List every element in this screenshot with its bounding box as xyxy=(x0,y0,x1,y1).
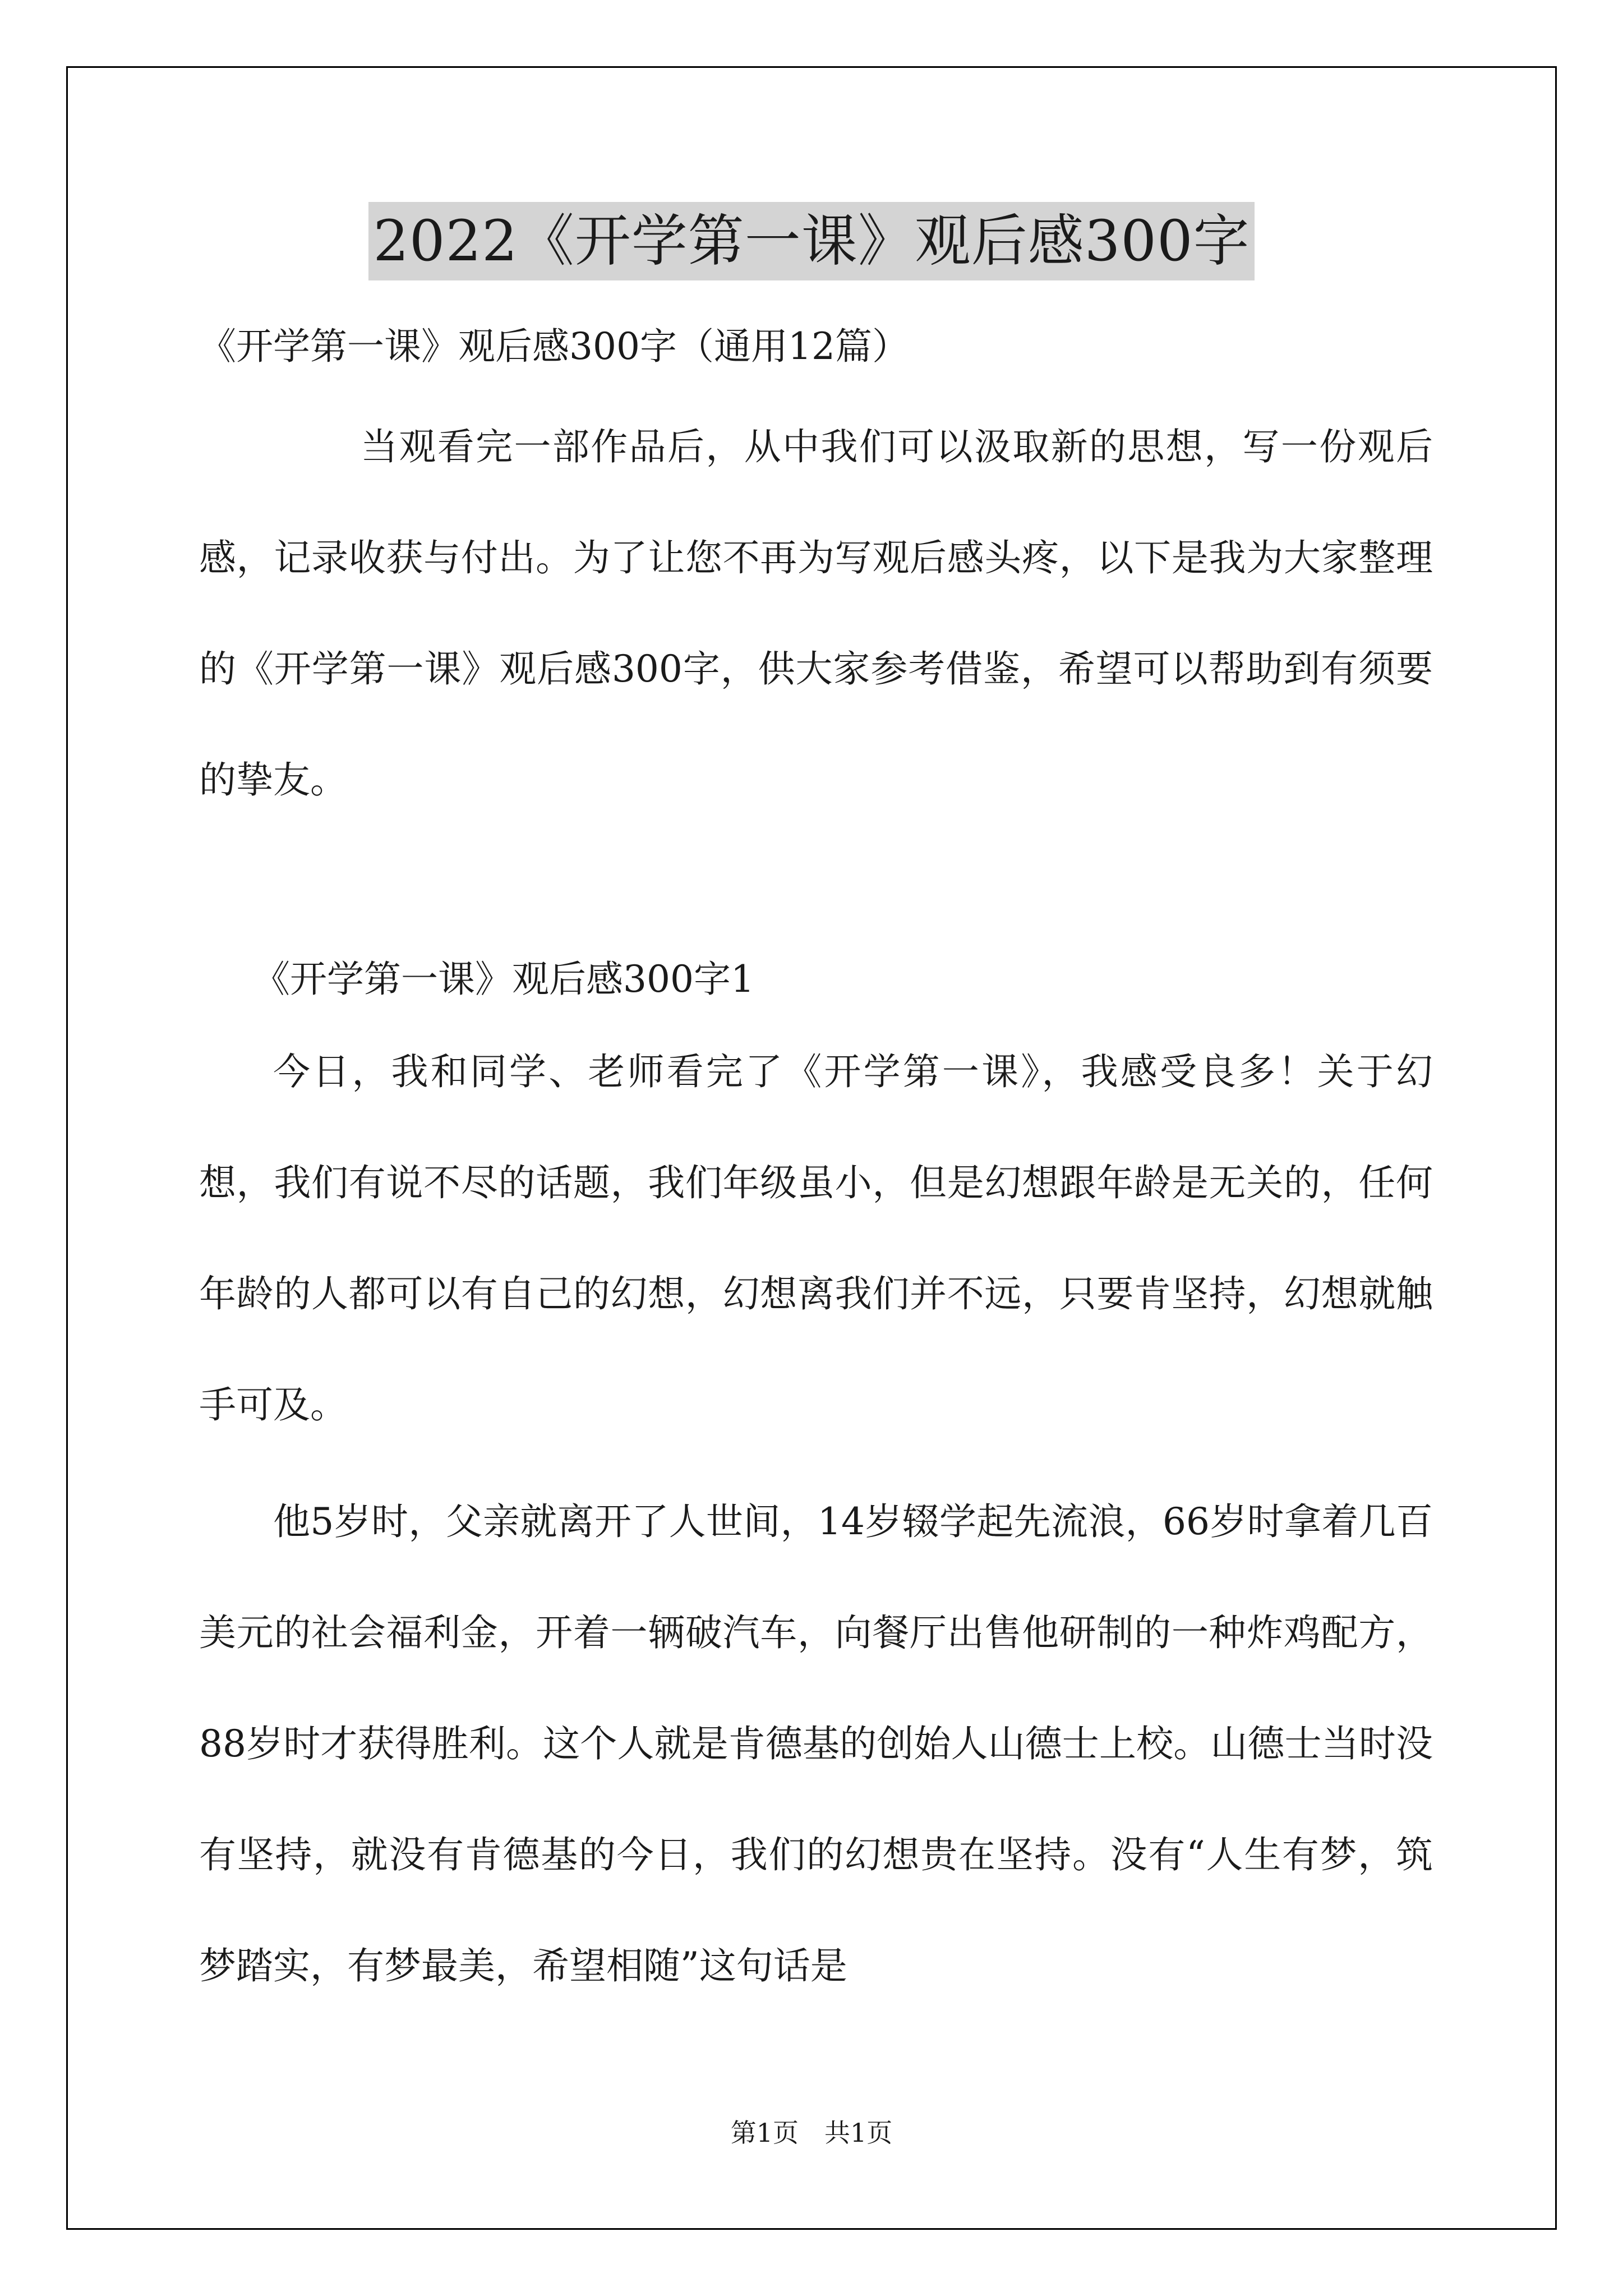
document-subtitle: 《开学第一课》观后感300字（通用12篇） xyxy=(199,325,909,368)
page-footer: 第1页 共1页 xyxy=(730,2118,893,2148)
document-title: 2022《开学第一课》观后感300字 xyxy=(368,202,1254,280)
document-body xyxy=(199,303,1433,2022)
document-title-container xyxy=(0,202,1623,280)
intro-paragraph: 当观看完一部作品后，从中我们可以汲取新的思想，写一份观后感，记录收获与付出。为了让您不再为写观后感头疼，以下是我为大家整理的《开学第一课》观后感300字，供大家参考借鉴，希望可以帮助到有须要的挚友。 xyxy=(199,425,1433,802)
essay-heading: 《开学第一课》观后感300字1 xyxy=(253,958,754,1001)
body-paragraph-1: 今日，我和同学、老师看完了《开学第一课》，我感受良多！关于幻想，我们有说不尽的话题，我们年级虽小，但是幻想跟年龄是无关的，任何年龄的人都可以有自己的幻想，幻想离我们并不远，只要肯坚持，幻想就触手可及。 xyxy=(199,1050,1433,1427)
body-paragraph-2: 他5岁时，父亲就离开了人世间，14岁辍学起先流浪，66岁时拿着几百美元的社会福利金，开着一辆破汽车，向餐厅出售他研制的一种炸鸡配方，88岁时才获得胜利。这个人就是肯德基的创始人山德士上校。山德士当时没有坚持，就没有肯德基的今日，我们的幻想贵在坚持。没有“人生有梦，筑梦踏实，有梦最美，希望相随”这句话是 xyxy=(199,1500,1433,1987)
